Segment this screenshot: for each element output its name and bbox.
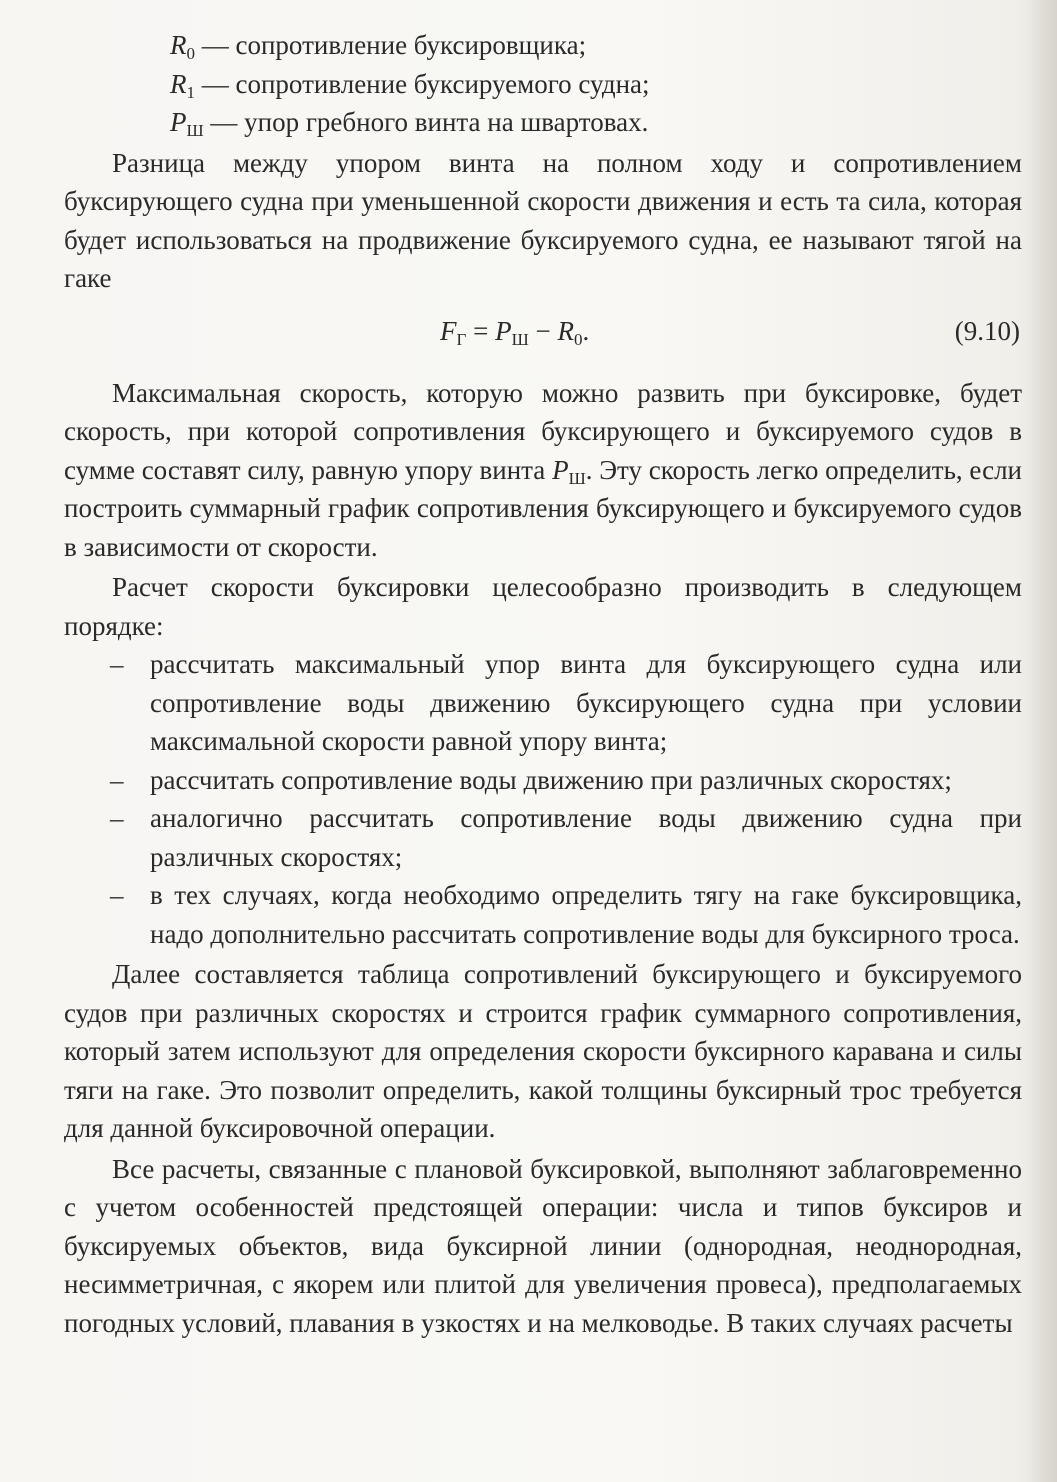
definition-psh: [170, 103, 1022, 142]
definition-text: — сопротивление буксировщика;: [195, 30, 587, 60]
equation-expression: [440, 312, 589, 351]
definition-text: — упор гребного винта на швартовах.: [203, 107, 649, 137]
equation-period: .: [582, 315, 590, 346]
definition-r0: [170, 26, 1022, 65]
definition-text: — сопротивление буксируемого судна;: [195, 68, 650, 99]
equation-term1-subscript: Ш: [511, 329, 529, 349]
paragraph-planned-towing: Все расчеты, связанные с плановой буксировкой, выполняют заблаговременно с учетом особенностей предстоящей операции: числа и типов буксиров и буксируемых объектов, вида буксирной линии (однородная, неоднородная, несимметричная, с якорем или плитой для увеличения провеса), предполагаемых погодных условий, плавания в узкостях и на мелководье. В таких случаях расчеты: [64, 1153, 1022, 1338]
definition-subscript: Ш: [186, 121, 204, 140]
equation-term1-symbol: P: [495, 315, 512, 346]
list-item-text: рассчитать сопротивление воды движению при различных скоростях;: [150, 764, 952, 795]
definition-symbol: R: [170, 68, 187, 99]
equation-term2-symbol: R: [557, 315, 574, 346]
equation-term2-subscript: 0: [573, 329, 583, 349]
paragraph-text: Максимальная скорость, которую можно развить при буксировке, будет скорость, при которой сопротивления буксирующего и буксируемого судов в сумме составят силу, равную упору винта: [64, 377, 1022, 485]
equation-number: (9.10): [954, 315, 1020, 346]
definition-subscript: 0: [186, 44, 195, 63]
inline-symbol: P: [552, 454, 569, 485]
list-item: [64, 799, 1022, 876]
list-item: [64, 761, 1022, 800]
paragraph-text: . Эту скорость легко определить, если построить суммарный график сопротивления буксирующего и буксируемого судов в зависимости от скорости.: [64, 454, 1022, 562]
page-text: [64, 26, 1022, 1342]
paragraph-max-speed: [64, 374, 1022, 567]
symbol-definitions: [170, 26, 1022, 142]
dash-bullet: –: [110, 649, 124, 679]
definition-r1: [170, 65, 1022, 104]
equation-9-10: [64, 308, 1022, 364]
equation-lhs-symbol: F: [440, 315, 457, 346]
definition-symbol: P: [170, 107, 187, 137]
list-item: [64, 876, 1022, 953]
list-item: [64, 645, 1022, 761]
page-gutter-shadow: [1027, 0, 1057, 1482]
dash-bullet: –: [110, 803, 124, 833]
dash-bullet: –: [110, 764, 124, 795]
list-item-text: аналогично рассчитать сопротивление воды движению судна при различных скоростях;: [150, 803, 1022, 872]
list-item-text: в тех случаях, когда необходимо определить тягу на гаке буксировщика, надо дополнительно рассчитать сопротивление воды для буксирного троса.: [150, 880, 1022, 949]
definition-symbol: R: [170, 30, 187, 60]
paragraph-resistance-table: Далее составляется таблица сопротивлений буксирующего и буксируемого судов при различных скоростях и строится график суммарного сопротивления, который затем используют для определения скорости буксирного каравана и силы тяги на гаке. Это позволит определить, какой толщины буксирный трос требуется для данной буксировочной операции.: [64, 959, 1022, 1143]
calculation-steps-list: [64, 645, 1022, 953]
equation-minus: −: [528, 315, 558, 346]
inline-subscript: Ш: [568, 468, 586, 488]
paragraph-calc-order: Расчет скорости буксировки целесообразно производить в следующем порядке:: [64, 572, 1022, 641]
equation-equals: =: [466, 315, 496, 346]
paragraph-tow-force: Разница между упором винта на полном ходу и сопротивлением буксирующего судна при уменьшенной скорости движения и есть та сила, которая будет использоваться на продвижение буксируемого судна, ее называют тягой на гаке: [64, 147, 1022, 293]
list-item-text: рассчитать максимальный упор винта для буксирующего судна или сопротивление воды движению буксирующего судна при условии максимальной скорости равной упору винта;: [150, 649, 1022, 756]
dash-bullet: –: [110, 880, 124, 910]
equation-lhs-subscript: Г: [456, 329, 467, 349]
definition-subscript: 1: [186, 82, 195, 102]
